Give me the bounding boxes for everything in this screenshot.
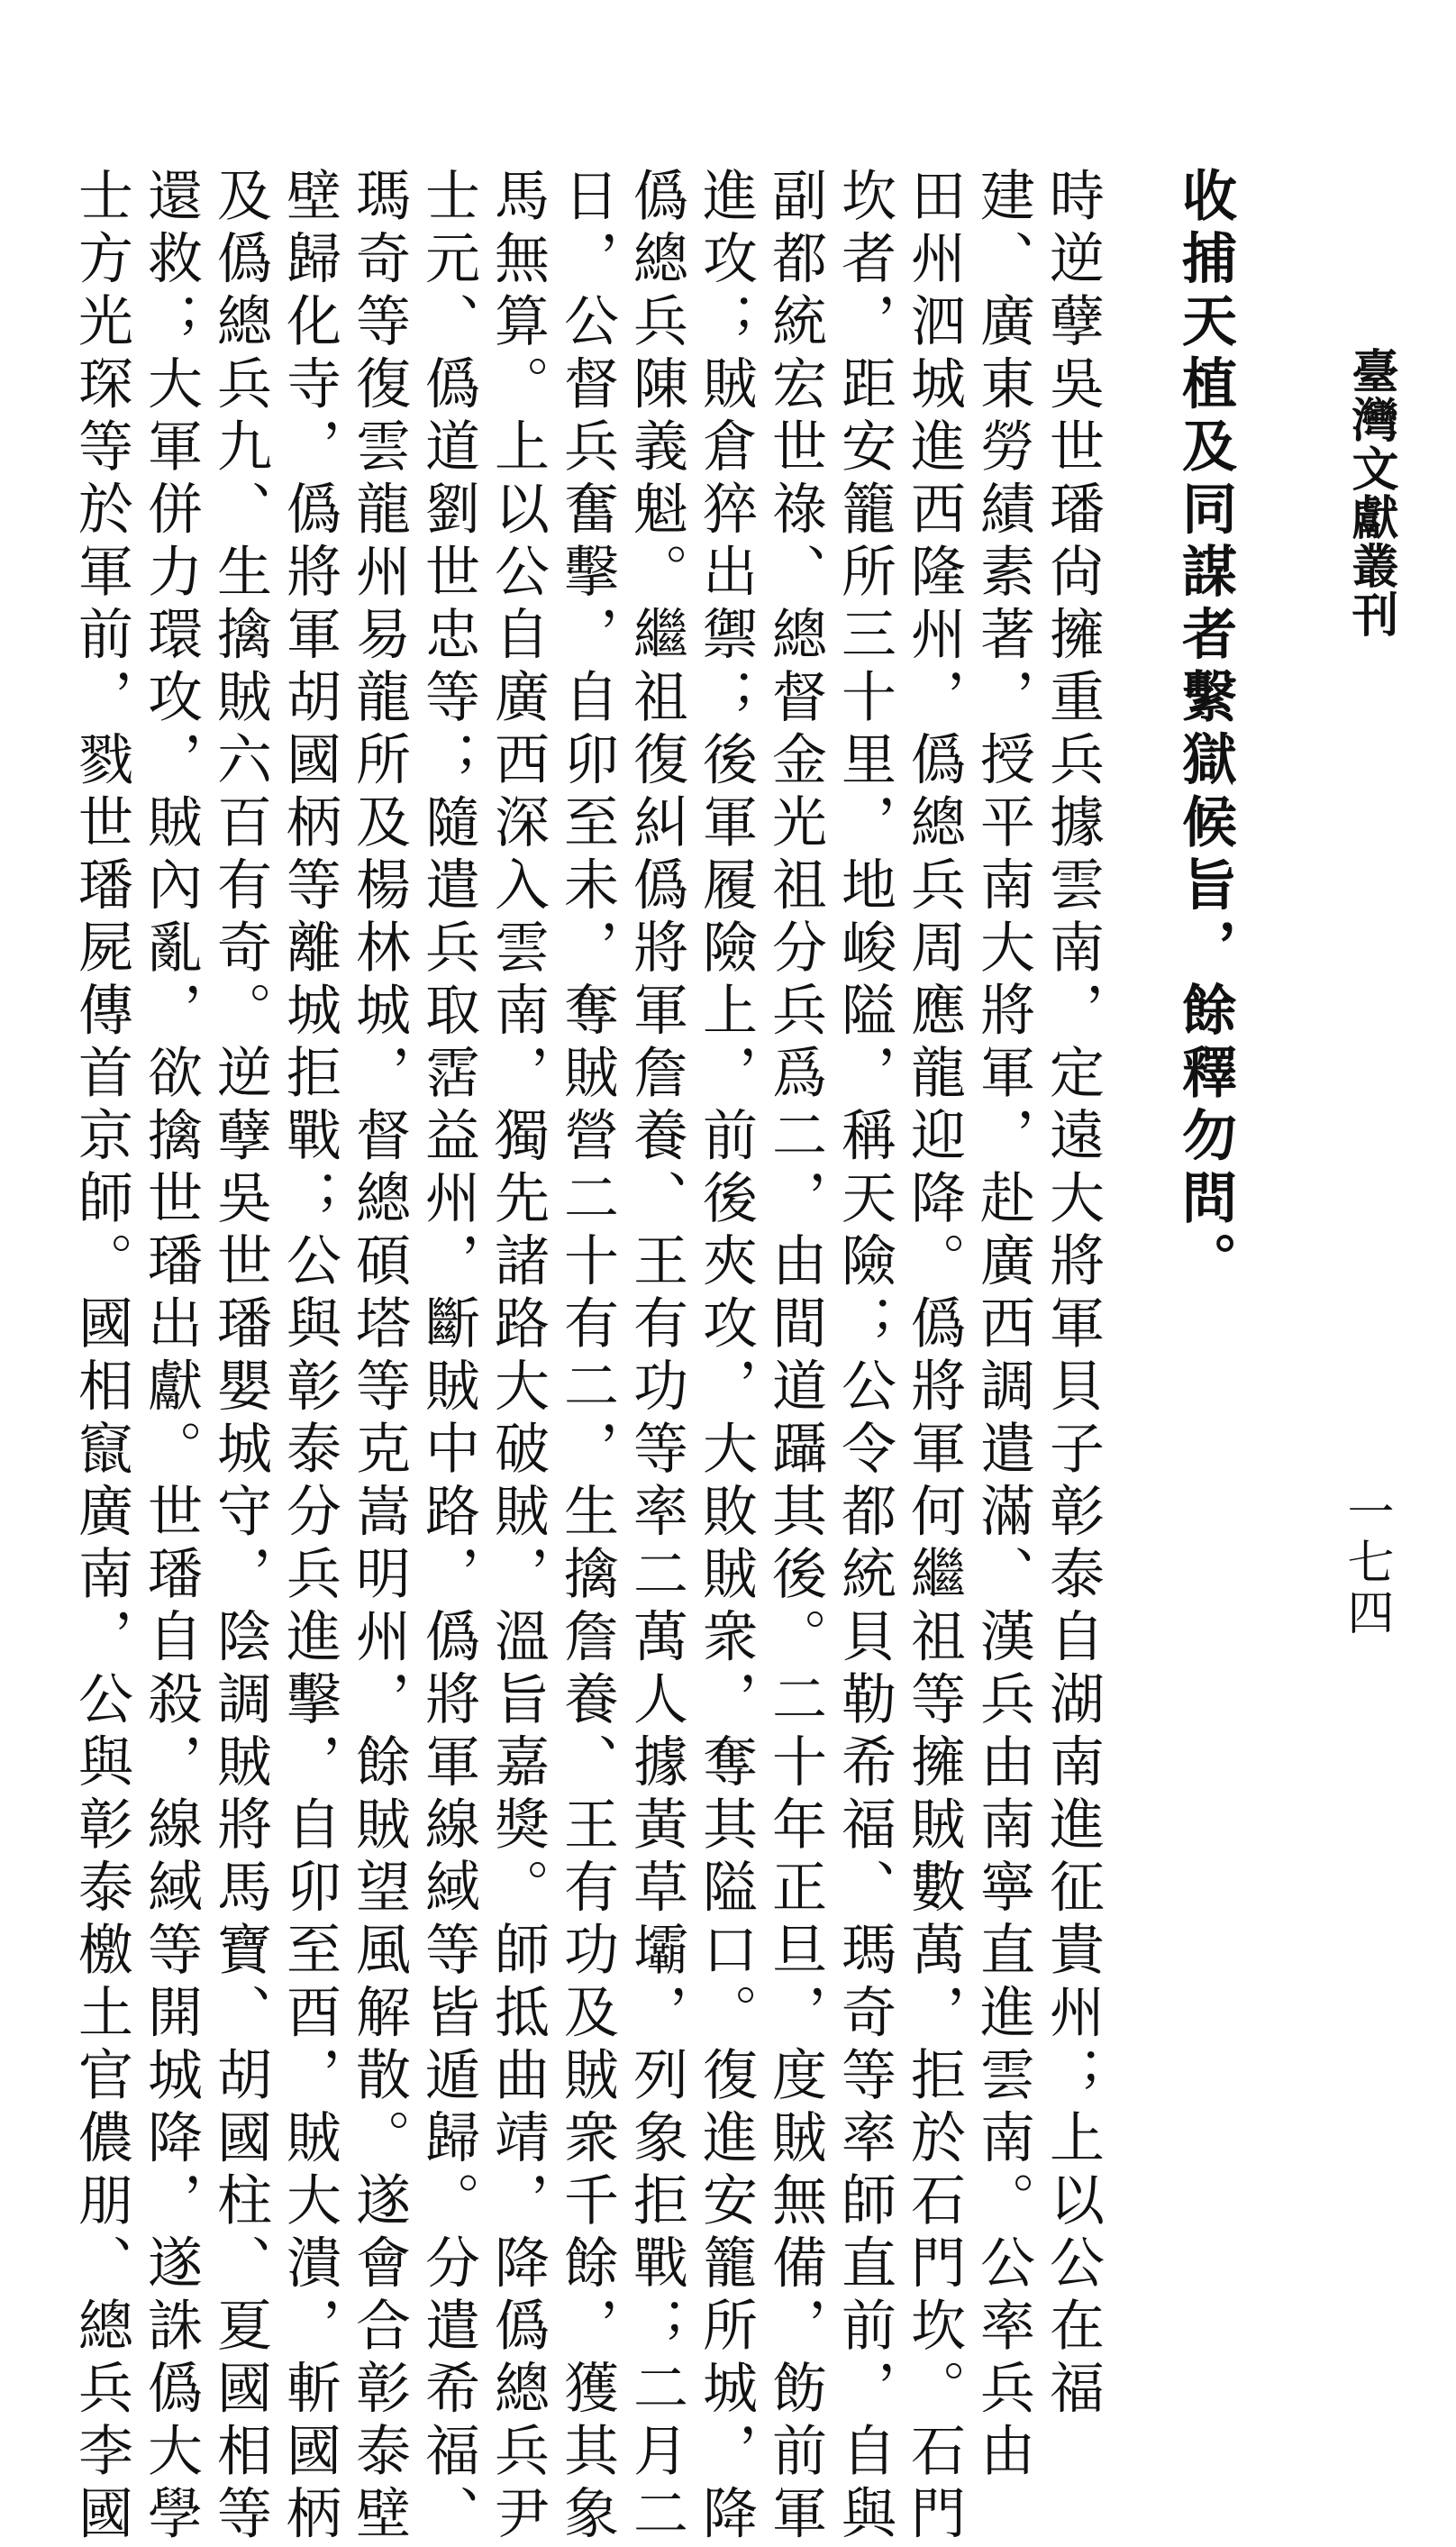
text-column: 建、廣東勞績素著，授平南大將軍，赴廣西調遣滿、漢兵由南寧直進雲南。公率兵由 xyxy=(971,167,1035,2485)
page-number: 一七四 xyxy=(1339,1487,1393,1639)
text-column: 田州泗城進西隆州，僞總兵周應龍迎降。僞將軍何繼祖等擁賊數萬，拒於石門坎。石門 xyxy=(902,167,966,2547)
text-column: 士元、僞道劉世忠等；隨遣兵取霑益州，斷賊中路，僞將軍線緎等皆遁歸。分遣希福、 xyxy=(416,167,480,2547)
text-column: 時逆孽吳世璠尙擁重兵據雲南，定遠大將軍貝子彰泰自湖南進征貴州；上以公在福 xyxy=(1041,167,1105,2422)
text-column: 馬無算。上以公自廣西深入雲南，獨先諸路大破賊，溫旨嘉獎。師抵曲靖，降僞總兵尹 xyxy=(486,167,550,2547)
text-column: 進攻；賊倉猝出禦；後軍履險上，前後夾攻，大敗賊衆，奪其隘口。復進安籠所城，降 xyxy=(694,167,758,2547)
text-column: 坎者，距安籠所三十里，地峻隘，稱天險；公令都統貝勒希福、瑪奇等率師直前，自與 xyxy=(833,167,896,2547)
text-column: 瑪奇等復雲龍州易龍所及楊林城，督總碩塔等克嵩明州，餘賊望風解散。遂會合彰泰壁 xyxy=(347,167,411,2547)
text-column: 日，公督兵奮擊，自卯至未，奪賊營二十有二，生擒詹養、王有功及賊衆千餘，獲其象 xyxy=(555,167,619,2547)
text-column: 僞總兵陳義魁。繼祖復糾僞將軍詹養、王有功等率二萬人據黃草壩，列象拒戰；二月二 xyxy=(624,167,688,2547)
section-heading: 收捕天植及同謀者繫獄候旨，餘釋勿問。 xyxy=(1173,167,1237,1294)
text-column: 及僞總兵九、生擒賊六百有奇。逆孽吳世璠嬰城守，陰調賊將馬寶、胡國柱、夏國相等 xyxy=(208,167,272,2547)
running-header-title: 臺灣文獻叢刊 xyxy=(1343,347,1398,639)
text-column: 士方光琛等於軍前，戮世璠屍傳首京師。國相竄廣南，公與彰泰檄土官儂朋、總兵李國 xyxy=(69,167,133,2547)
text-column: 壁歸化寺，僞將軍胡國柄等離城拒戰；公與彰泰分兵進擊，自卯至酉，賊大潰，斬國柄 xyxy=(278,167,341,2547)
text-column: 還救；大軍併力環攻，賊內亂，欲擒世璠出獻。世璠自殺，線緎等開城降，遂誅僞大學 xyxy=(139,167,203,2547)
text-column: 副都統宏世祿、總督金光祖分兵爲二，由間道躡其後。二十年正旦，度賊無備，飭前軍 xyxy=(763,167,827,2547)
body-text xyxy=(67,167,1240,2547)
